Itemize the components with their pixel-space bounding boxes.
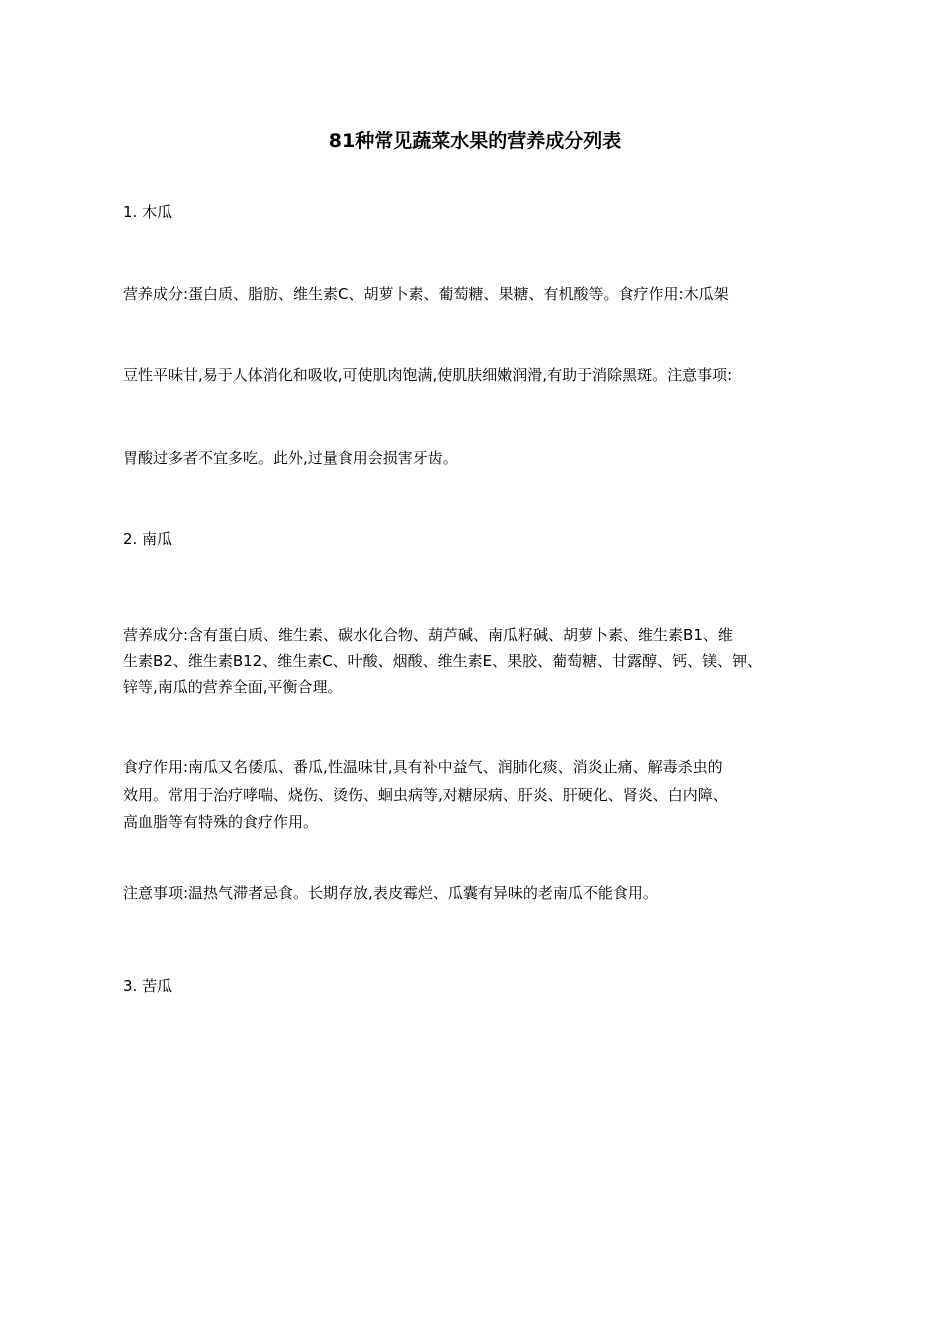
section-heading-bitter-melon: 3. 苦瓜 <box>123 977 173 995</box>
paragraph-line: 豆性平味甘,易于人体消化和吸收,可使肌肉饱满,使肌肤细嫩润滑,有助于消除黑斑。注意事项: <box>123 366 733 384</box>
paragraph-line: 生素B2、维生素B12、维生素C、叶酸、烟酸、维生素E、果胶、葡萄糖、甘露醇、钙、镁、钾、 <box>123 652 763 670</box>
section-heading-pumpkin: 2. 南瓜 <box>123 530 173 548</box>
paragraph-line: 注意事项:温热气滞者忌食。长期存放,表皮霉烂、瓜囊有异味的老南瓜不能食用。 <box>123 884 658 902</box>
document-title: 81种常见蔬菜水果的营养成分列表 <box>328 130 622 152</box>
paragraph-line: 食疗作用:南瓜又名倭瓜、番瓜,性温味甘,具有补中益气、润肺化痰、消炎止痛、解毒杀虫的 <box>123 758 723 776</box>
paragraph-line: 胃酸过多者不宜多吃。此外,过量食用会损害牙齿。 <box>123 449 458 467</box>
section-heading-papaya: 1. 木瓜 <box>123 203 173 221</box>
paragraph-line: 营养成分:含有蛋白质、维生素、碳水化合物、葫芦碱、南瓜籽碱、胡萝卜素、维生素B1、维 <box>123 626 733 644</box>
paragraph-line: 效用。常用于治疗哮喘、烧伤、烫伤、蛔虫病等,对糖尿病、肝炎、肝硬化、肾炎、白内障、 <box>123 786 728 804</box>
paragraph-line: 营养成分:蛋白质、脂肪、维生素C、胡萝卜素、葡萄糖、果糖、有机酸等。食疗作用:木瓜架 <box>123 285 729 303</box>
paragraph-line: 锌等,南瓜的营养全面,平衡合理。 <box>123 678 343 696</box>
paragraph-line: 高血脂等有特殊的食疗作用。 <box>123 813 319 831</box>
